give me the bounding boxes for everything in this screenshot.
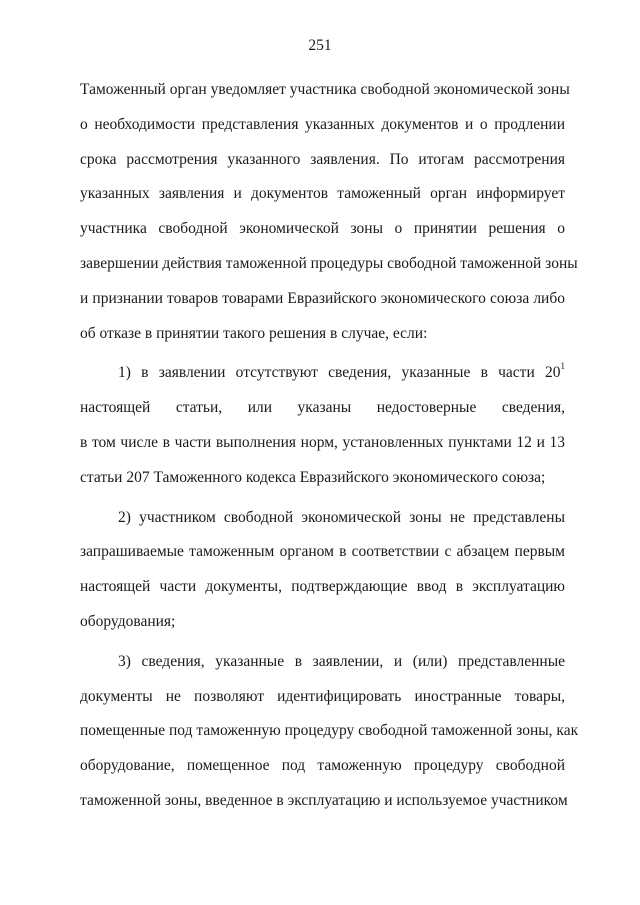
text-line-content: 1) в заявлении отсутствуют сведения, указанные в части 20 xyxy=(118,364,561,382)
text-line: указанных заявления и документов таможенный орган информирует xyxy=(80,185,565,203)
document-body xyxy=(80,73,579,819)
text-line: настоящей части документы, подтверждающие ввод в эксплуатацию xyxy=(80,578,565,596)
text-line: Таможенный орган уведомляет участника свободной экономической зоны xyxy=(80,81,570,98)
paragraph-item-2 xyxy=(80,501,565,640)
text-line: участника свободной экономической зоны о принятии решения о xyxy=(80,220,565,238)
text-line: о необходимости представления указанных документов и о продлении xyxy=(80,115,565,133)
paragraph-item-3 xyxy=(80,645,579,819)
text-line: об отказе в принятии такого решения в случае, если: xyxy=(80,324,428,342)
text-line: помещенные под таможенную процедуру свободной таможенной зоны, как xyxy=(80,722,579,740)
paragraph-item-1 xyxy=(80,356,565,495)
paragraph-intro xyxy=(80,73,578,351)
text-line: настоящей статьи, или указаны недостоверные сведения, xyxy=(80,399,565,417)
text-line-with-superscript xyxy=(80,356,565,391)
text-line: оборудования; xyxy=(80,612,176,630)
superscript: 1 xyxy=(560,361,565,372)
text-line: завершении действия таможенной процедуры свободной таможенной зоны xyxy=(80,254,578,272)
text-line: срока рассмотрения указанного заявления. По итогам рассмотрения xyxy=(80,150,565,168)
text-line: и признании товаров товарами Евразийского экономического союза либо xyxy=(80,289,565,307)
text-line: 3) сведения, указанные в заявлении, и (или) представленные xyxy=(118,652,565,670)
text-line: 2) участником свободной экономической зоны не представлены xyxy=(118,508,565,526)
text-line: оборудование, помещенное под таможенную процедуру свободной xyxy=(80,757,565,775)
text-line: статьи 207 Таможенного кодекса Евразийского экономического союза; xyxy=(80,468,546,486)
page-number: 251 xyxy=(308,37,332,54)
text-line: таможенной зоны, введенное в эксплуатацию и используемое участником xyxy=(80,791,568,809)
text-line: документы не позволяют идентифицировать иностранные товары, xyxy=(80,687,565,705)
text-line: запрашиваемые таможенным органом в соответствии с абзацем первым xyxy=(80,543,565,561)
text-line: в том числе в части выполнения норм, установленных пунктами 12 и 13 xyxy=(80,433,565,451)
